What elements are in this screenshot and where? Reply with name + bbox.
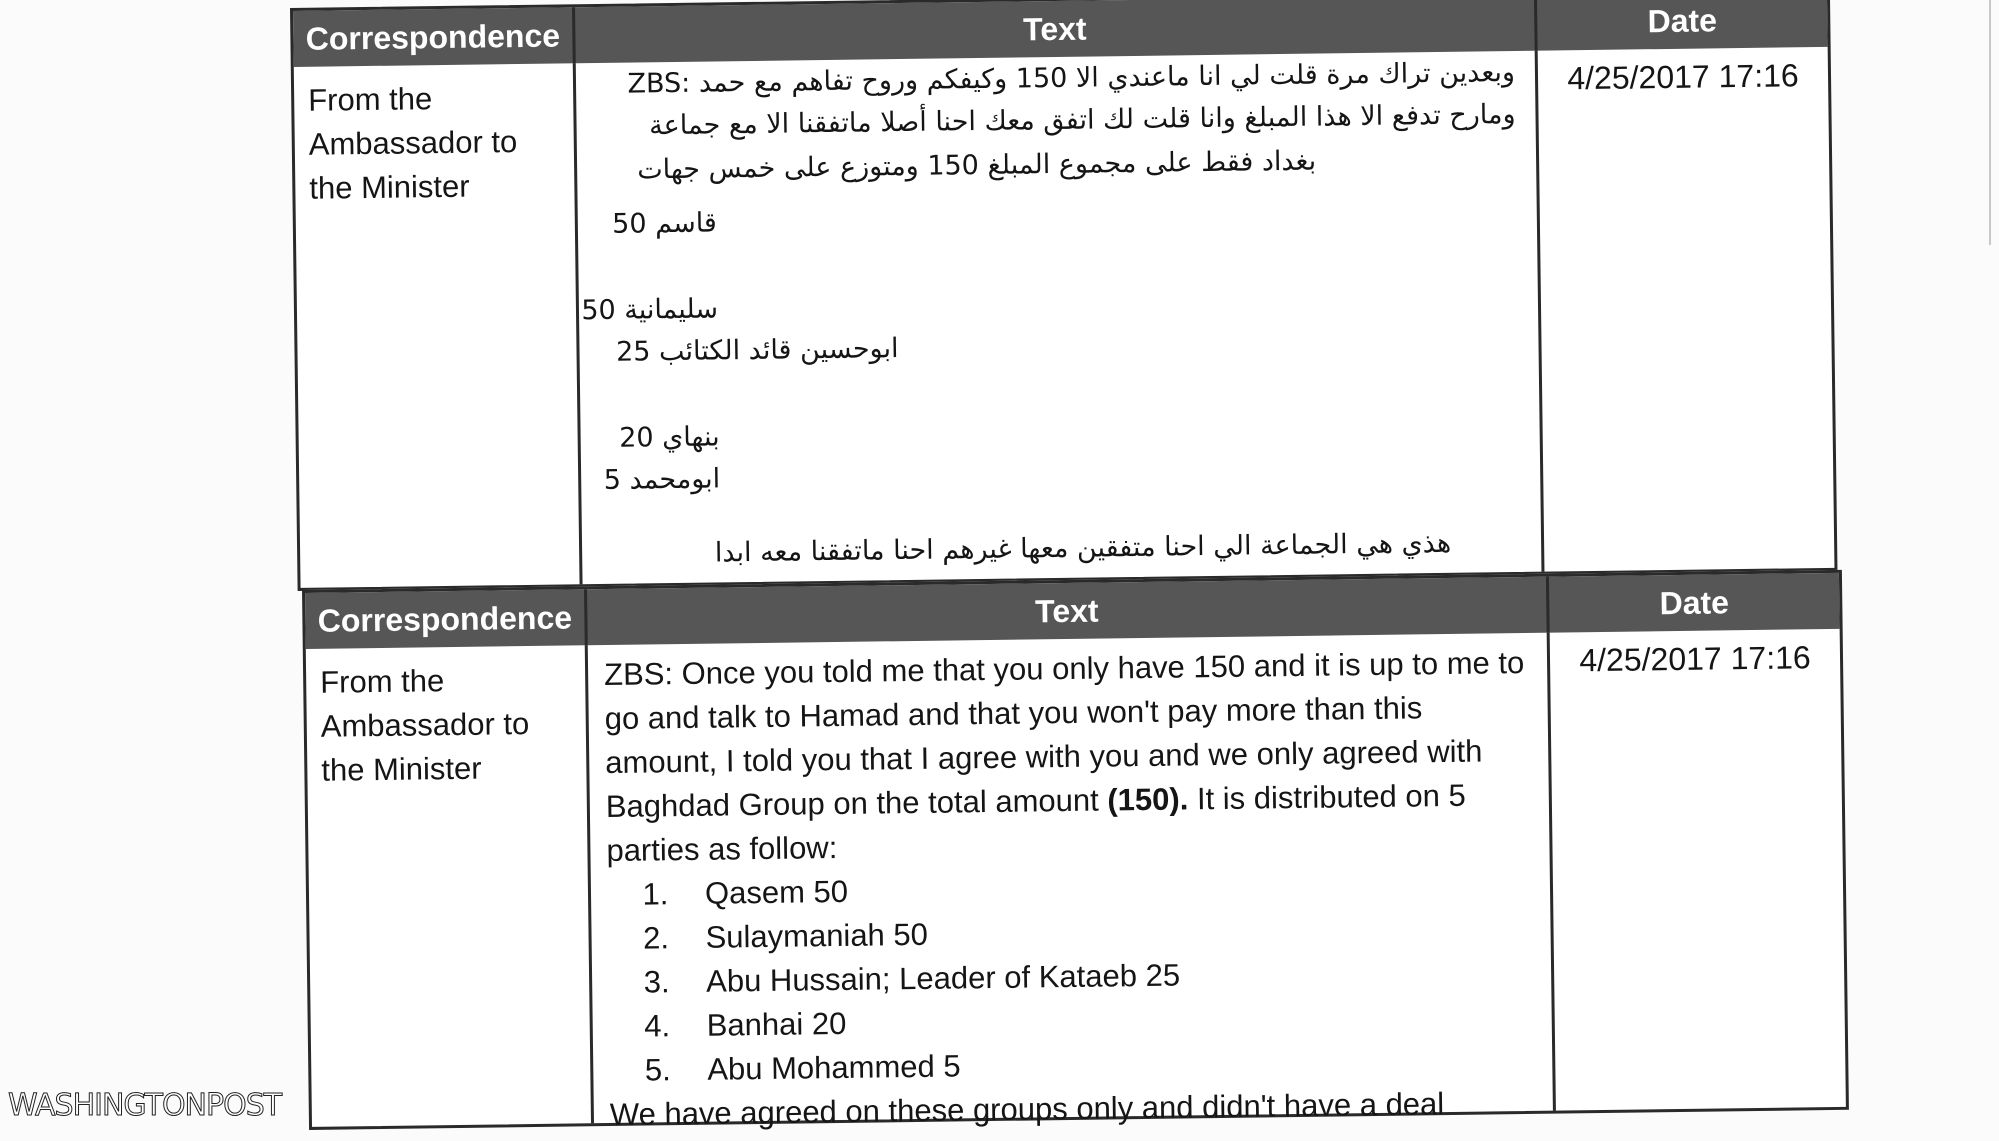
arabic-correspondence-table — [290, 0, 1837, 591]
arabic-line: سليمانية 50 — [581, 293, 719, 327]
scan-edge — [1989, 0, 1991, 245]
english-correspondence-table — [302, 570, 1849, 1133]
date-cell: 4/25/2017 17:16 — [1567, 57, 1799, 97]
arabic-text-cell — [576, 51, 1545, 585]
list-item: 5. Abu Mohammed 5 — [679, 1037, 1537, 1092]
arabic-line: ومارح تدفع الا هذا المبلغ وانا قلت لك اتفق معك احنا أصلا ماتفقنا الا مع جماعة — [648, 98, 1516, 142]
message-intro-end: It is distributed on 5 parties as follow: — [606, 777, 1466, 869]
distribution-list — [607, 861, 1537, 1093]
total-amount: (150). — [1107, 781, 1189, 818]
arabic-line: ابومحمد 5 — [603, 463, 721, 496]
arabic-line: بنهاي 20 — [619, 421, 720, 454]
header-correspondence: Correspondence — [293, 7, 576, 67]
arabic-line: بغداد فقط على مجموع المبلغ 150 ومتوزع على خمس جهات — [637, 145, 1317, 186]
header-correspondence: Correspondence — [305, 589, 588, 649]
date-cell: 4/25/2017 17:16 — [1579, 639, 1811, 679]
message-intro: ZBS: Once you told me that you only have 150 and it is up to me to go and talk to Hamad and that you won't pay more than this amount, I told you that I agree with you and we only agreed with Baghdad Group on the total amount — [603, 645, 1525, 825]
list-item: 3. Abu Hussain; Leader of Kataeb 25 — [678, 949, 1536, 1004]
list-item: 4. Banhai 20 — [678, 993, 1536, 1048]
table-row — [306, 629, 1846, 1133]
header-date: Date — [1659, 583, 1730, 621]
arabic-line: ابوحسين قائد الكتائب 25 — [615, 333, 899, 368]
watermark: WASHINGTONPOST — [8, 1088, 282, 1123]
header-date: Date — [1647, 1, 1718, 39]
list-item: 2. Sulaymaniah 50 — [677, 905, 1535, 960]
correspondence-from: From the Ambassador to the Minister — [306, 645, 594, 1127]
arabic-line: هذي هي الجماعة الي احنا متفقين معها غيرهم احنا ماتفقنا معه ابدا — [714, 527, 1452, 569]
message-closing: We have agreed on these groups only and didn't have a deal — [609, 1086, 1445, 1133]
list-item: 1. Qasem 50 — [677, 861, 1535, 916]
arabic-line: ZBS: وبعدين تراك مرة قلت لي انا ماعندي الا 150 وكيفكم وروح تفاهم مع حمد — [627, 56, 1516, 100]
table-row — [294, 47, 1835, 588]
header-text: Text — [587, 577, 1550, 646]
correspondence-from: From the Ambassador to the Minister — [294, 63, 583, 588]
english-text-cell — [588, 633, 1556, 1133]
header-text: Text — [575, 0, 1538, 63]
arabic-line: قاسم 50 — [611, 207, 718, 240]
